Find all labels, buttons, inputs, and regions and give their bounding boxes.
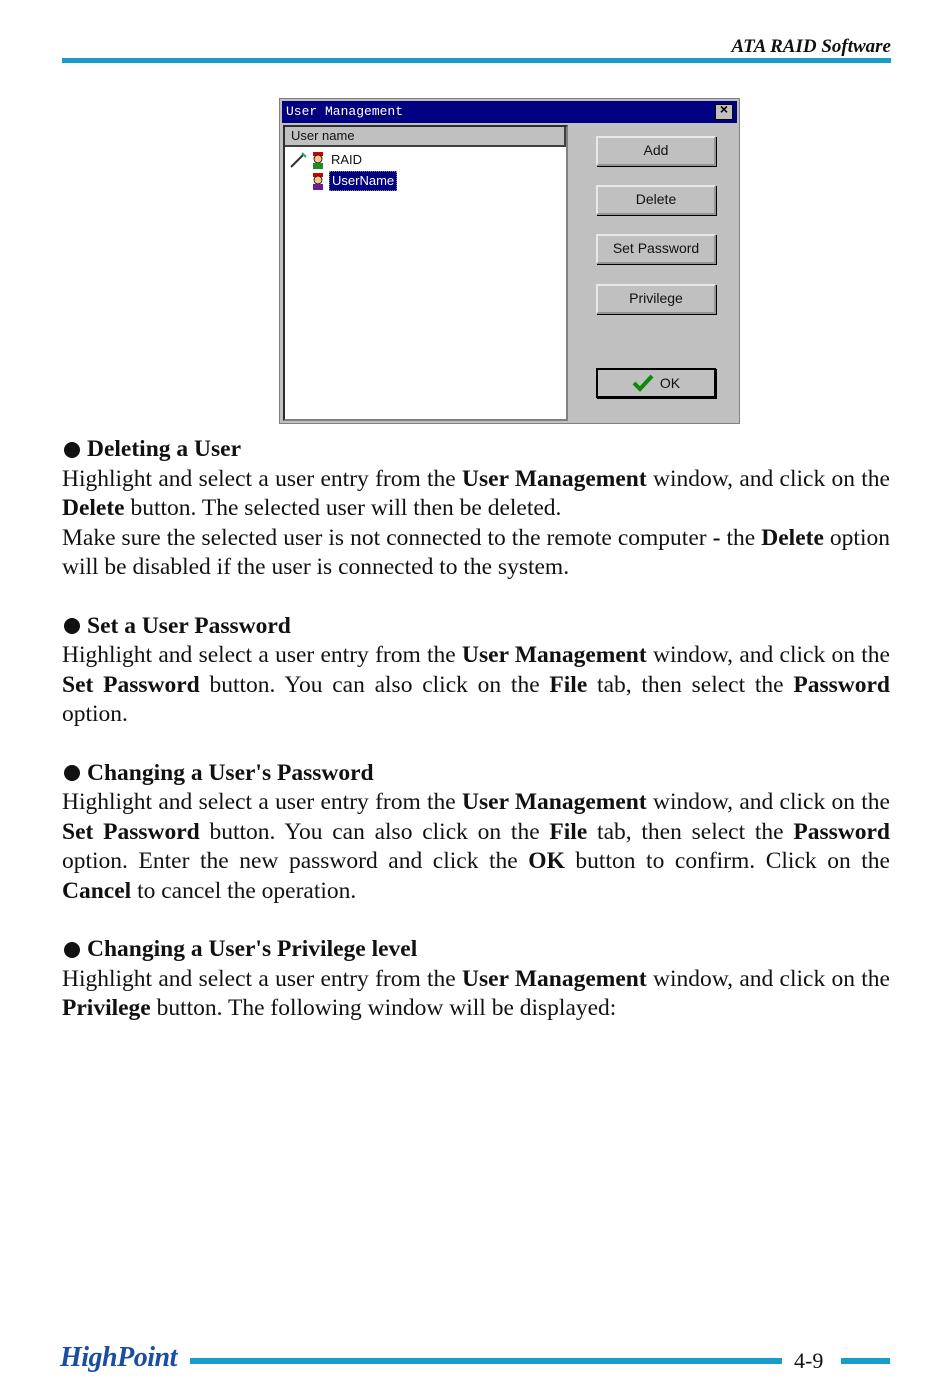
paragraph: Highlight and select a user entry from the User Management window, and click on the Set Password button. You can also click on the File tab, then select the Password option. Enter the new password and click the OK button to confirm. Click on the Cancel to cancel the operation. xyxy=(62,789,890,904)
bullet-icon xyxy=(64,618,80,634)
close-button[interactable]: × xyxy=(715,104,733,120)
paragraph: Make sure the selected user is not connected to the remote computer - the Delete option will be disabled if the user is connected to the system. xyxy=(62,524,890,580)
add-button[interactable]: Add xyxy=(596,136,716,166)
paragraph: Highlight and select a user entry from the User Management window, and click on the Privilege button. The following window will be displayed: xyxy=(62,965,890,1021)
section-change-password-title xyxy=(62,759,890,789)
header-rule xyxy=(62,58,891,63)
highpoint-logo: HighPoint xyxy=(60,1342,177,1373)
user-icon xyxy=(309,151,327,169)
tree-item-raid[interactable] xyxy=(289,151,364,169)
section-deleting-user-title xyxy=(62,435,890,465)
checkmark-icon xyxy=(632,374,654,392)
bullet-icon xyxy=(64,442,80,458)
section-heading: Changing a User's Password xyxy=(87,759,374,786)
dialog-title: User Management xyxy=(286,104,404,119)
tree-label-username: UserName xyxy=(329,171,397,191)
section-heading: Set a User Password xyxy=(87,612,291,639)
footer-rule-short xyxy=(841,1358,890,1364)
delete-button[interactable]: Delete xyxy=(596,185,716,215)
dialog-titlebar xyxy=(282,101,737,123)
footer-rule xyxy=(190,1358,782,1364)
privilege-button[interactable]: Privilege xyxy=(596,284,716,314)
user-list[interactable] xyxy=(283,125,568,421)
user-management-dialog xyxy=(279,98,740,424)
ok-label: OK xyxy=(659,374,681,391)
document-body xyxy=(62,435,890,1024)
paragraph: Highlight and select a user entry from the User Management window, and click on the Delete button. The selected user will then be deleted. xyxy=(62,465,890,521)
paragraph: Highlight and select a user entry from the User Management window, and click on the Set Password button. You can also click on the File tab, then select the Password option. xyxy=(62,642,890,727)
set-password-button[interactable]: Set Password xyxy=(596,234,716,264)
list-header-user-name[interactable]: User name xyxy=(285,127,566,147)
tree-label-raid: RAID xyxy=(331,152,363,167)
ok-button[interactable] xyxy=(596,368,716,398)
page-number: 4-9 xyxy=(794,1348,824,1373)
section-set-password-title xyxy=(62,612,890,642)
section-heading: Deleting a User xyxy=(87,436,242,462)
pen-icon xyxy=(289,152,307,168)
section-privilege-title xyxy=(62,935,890,965)
bullet-icon xyxy=(64,942,80,958)
section-heading: Changing a User's Privilege level xyxy=(87,936,418,962)
running-header: ATA RAID Software xyxy=(731,36,891,57)
tree-item-username[interactable] xyxy=(309,172,397,190)
bullet-icon xyxy=(64,765,80,781)
user-icon xyxy=(309,172,327,190)
